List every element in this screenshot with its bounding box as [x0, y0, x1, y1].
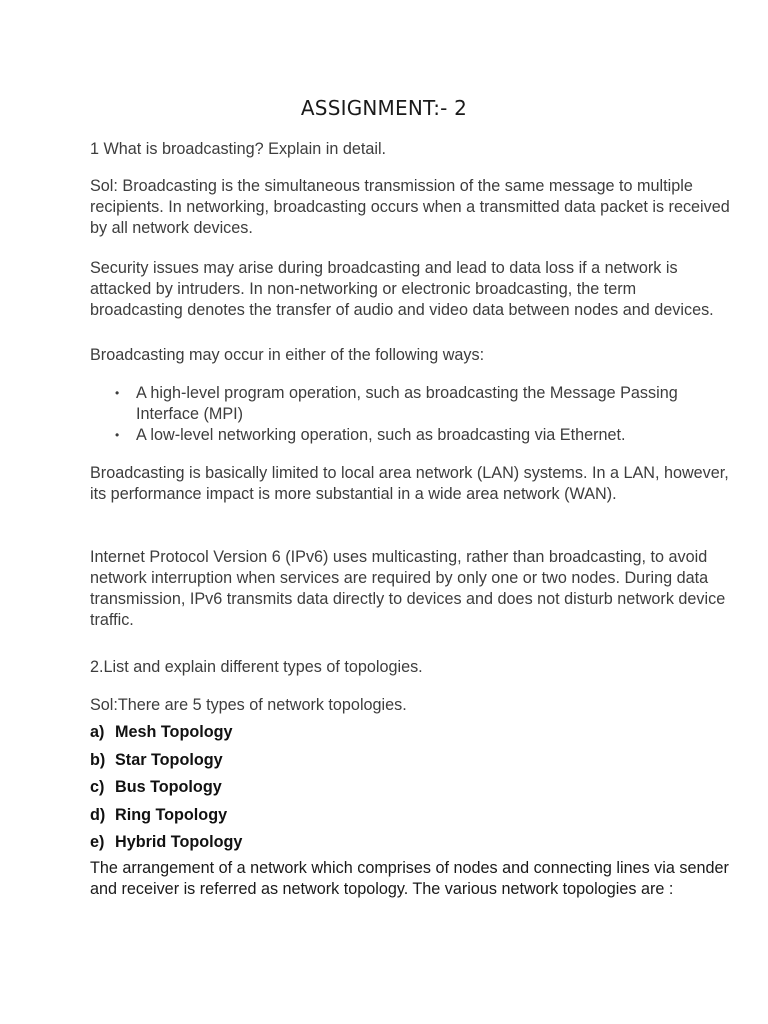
list-marker: b) [90, 750, 106, 769]
page-title: ASSIGNMENT:- 2 [300, 96, 468, 120]
list-item [90, 425, 730, 446]
question-2: 2.List and explain different types of topologies. [90, 658, 423, 676]
list-item [90, 383, 730, 425]
list-marker: c) [90, 778, 105, 796]
q1-answer-paragraph-1: Sol: Broadcasting is the simultaneous transmission of the same message to multiple recipients. In networking, broadcasting occurs when a transmitted data packet is received by all network devices. [90, 177, 730, 237]
list-marker: d) [90, 805, 106, 824]
question-1: 1 What is broadcasting? Explain in detail. [90, 140, 387, 158]
list-item [90, 832, 730, 860]
list-item-text: A low-level networking operation, such as broadcasting via Ethernet. [136, 426, 626, 444]
q2-answer-intro: Sol:There are 5 types of network topologies. [90, 696, 407, 714]
list-item-text: A high-level program operation, such as broadcasting the Message Passing Interface (MPI) [136, 384, 678, 423]
list-item [90, 722, 730, 750]
q1-answer-paragraph-3: Broadcasting may occur in either of the following ways: [90, 346, 485, 364]
list-item [90, 777, 730, 805]
list-marker: a) [90, 723, 105, 741]
q1-answer-paragraph-2: Security issues may arise during broadcasting and lead to data loss if a network is attacked by intruders. In non-networking or electronic broadcasting, the term broadcasting denotes the transfer of audio and video data between nodes and devices. [90, 259, 714, 319]
topology-label: Hybrid Topology [115, 833, 243, 851]
topology-label: Ring Topology [115, 805, 228, 824]
bullet-marker: • [115, 428, 120, 442]
topology-list [90, 722, 730, 860]
list-item [90, 750, 730, 778]
q1-answer-paragraph-4: Broadcasting is basically limited to local area network (LAN) systems. In a LAN, however, its performance impact is more substantial in a wide area network (WAN). [90, 464, 729, 503]
topology-label: Mesh Topology [115, 723, 233, 741]
topology-label: Star Topology [115, 750, 223, 769]
topology-label: Bus Topology [115, 778, 222, 796]
bullet-marker: • [115, 386, 120, 400]
list-marker: e) [90, 833, 105, 851]
list-item [90, 805, 730, 833]
broadcast-ways-list [90, 383, 730, 446]
q2-answer-paragraph-2: The arrangement of a network which comprises of nodes and connecting lines via sender and receiver is referred as network topology. The various network topologies are : [90, 859, 729, 898]
q1-answer-paragraph-5: Internet Protocol Version 6 (IPv6) uses multicasting, rather than broadcasting, to avoid network interruption when services are required by only one or two nodes. During data transmission, IPv6 transmits data directly to devices and does not disturb network device traffic. [90, 548, 726, 629]
